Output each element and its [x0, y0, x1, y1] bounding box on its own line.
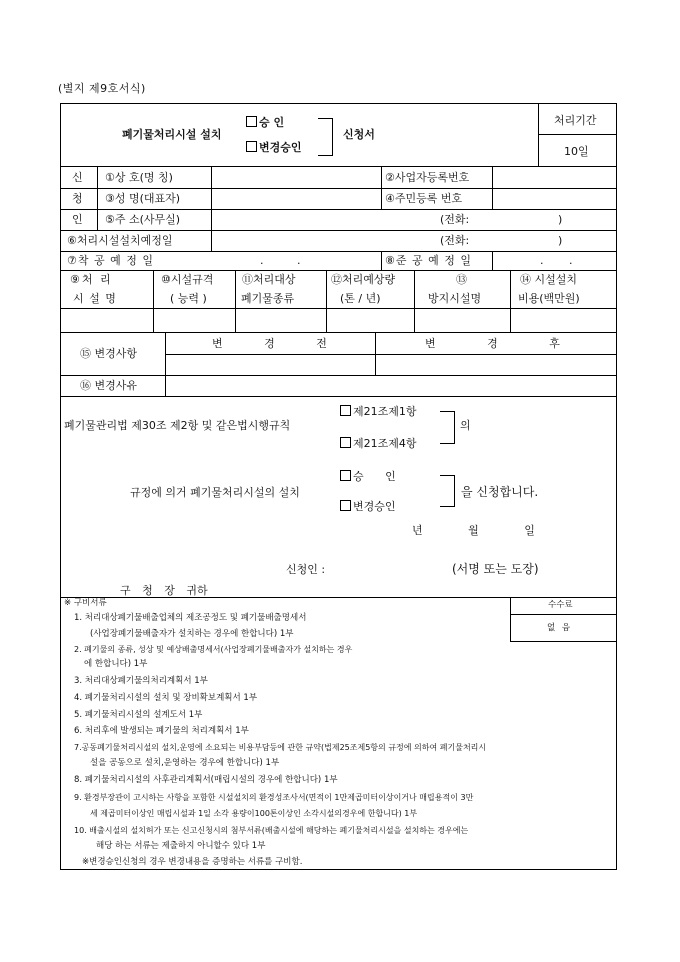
- waste-type-header: ⑪처리대상: [242, 273, 296, 286]
- checkbox-icon[interactable]: [340, 437, 351, 448]
- change-after-field[interactable]: [376, 355, 616, 374]
- facility-row-input[interactable]: [61, 309, 616, 331]
- declaration-option-approval: 승 인: [340, 470, 396, 483]
- document-item: 설을 공동으로 설치,운영하는 경우에 한합니다) 1부: [90, 758, 280, 768]
- document-item: 세 제곱미터이상인 매립시설과 1일 소각 용량이100톤이상인 소각시설의경우에 한합니다) 1부: [90, 809, 418, 818]
- address-field[interactable]: [212, 210, 616, 229]
- checkbox-icon[interactable]: [340, 470, 351, 481]
- checkbox-icon[interactable]: [246, 141, 257, 152]
- declaration-option-change: 변경승인: [340, 500, 396, 513]
- document-item: ※변경승인신청의 경우 변경내용을 증명하는 서류를 구비함.: [82, 857, 303, 867]
- prevention-facility-header: 방지시설명: [428, 292, 482, 305]
- resident-number-label: ④주민등록 번호: [385, 192, 463, 205]
- processing-period-label: 처리기간: [554, 114, 597, 127]
- form-label: (별지 제9호서식): [58, 82, 146, 95]
- document-item: 3. 처리대상폐기물의처리계획서 1부: [74, 676, 208, 686]
- document-item: 2. 폐기물의 종류, 성상 및 예상배출명세서(사업장폐기물배출자가 설치하는 경우: [74, 645, 353, 654]
- change-reason-label: ⑯ 변경사유: [80, 379, 138, 392]
- divider: [510, 614, 617, 615]
- divider: [492, 251, 493, 270]
- divider: [510, 641, 617, 642]
- divider: [538, 134, 617, 135]
- applicant-signature-label: 신청인 :: [286, 563, 326, 576]
- brace-icon: [440, 411, 455, 444]
- install-site-field[interactable]: [212, 231, 616, 250]
- address-label: ⑤주 소(사무실): [105, 213, 181, 226]
- divider: [60, 396, 617, 397]
- divider: [381, 166, 382, 209]
- document-item: 4. 폐기물처리시설의 설치 및 장비확보계획서 1부: [74, 693, 258, 703]
- applicant-side-label: 신: [72, 171, 83, 184]
- divider: [538, 103, 539, 166]
- representative-label: ③성 명(대표자): [105, 192, 181, 205]
- applicant-side-label: 청: [72, 192, 83, 205]
- divider: [97, 166, 98, 230]
- checkbox-icon[interactable]: [340, 500, 351, 511]
- document-item: 6. 처리후에 발생되는 폐기물의 처리계획서 1부: [74, 726, 249, 736]
- document-item: 8. 폐기물처리시설의 사후관리계획서(매립시설의 경우에 한합니다) 1부: [74, 775, 338, 785]
- facility-spec-header: ⑩시설규격: [161, 273, 214, 286]
- divider: [510, 597, 511, 641]
- representative-field[interactable]: [212, 189, 380, 208]
- divider: [60, 332, 617, 333]
- documents-title: ※ 구비서류: [64, 598, 107, 608]
- facility-spec-header: ( 능력 ): [170, 292, 207, 305]
- facility-name-header: ⑨처 리: [70, 273, 113, 286]
- phone-label: (전화:: [440, 234, 470, 247]
- divider: [60, 270, 617, 271]
- change-reason-field[interactable]: [166, 376, 616, 395]
- business-number-field[interactable]: [493, 167, 616, 187]
- document-item: 해당 하는 서류는 제출하지 아니할수 있다 1부: [96, 841, 266, 851]
- brace-icon: [318, 118, 333, 156]
- company-name-label: ①상 호(명 칭): [105, 171, 173, 184]
- completion-date-field[interactable]: . .: [540, 254, 573, 267]
- date-line[interactable]: 년 월 일: [412, 524, 535, 537]
- checkbox-icon[interactable]: [340, 405, 351, 416]
- document-item: 에 한합니다) 1부: [84, 659, 148, 669]
- change-items-label: ⑮ 변경사항: [80, 347, 138, 360]
- prevention-facility-header: ⑬: [456, 273, 467, 286]
- option-change-approval: 변경승인: [246, 141, 302, 154]
- completion-date-label: ⑧준 공 예 정 일: [385, 254, 472, 267]
- document-item: 10. 배출시설의 설치허가 또는 신고신청시의 첨부서류(배출시설에 해당하는 폐기물처리시설을 설치하는 경우에는: [74, 826, 469, 835]
- change-before-field[interactable]: [166, 355, 374, 374]
- start-date-label: ⑦착 공 예 정 일: [67, 254, 154, 267]
- install-cost-header: 비용(백만원): [518, 292, 580, 305]
- start-date-field[interactable]: . .: [260, 254, 301, 267]
- company-name-field[interactable]: [212, 167, 380, 187]
- resident-number-field[interactable]: [493, 189, 616, 208]
- install-site-label: ⑥처리시설설치예정일: [67, 234, 173, 247]
- document-item: 1. 처리대상폐기물배출업체의 제조공정도 및 폐기물배출명세서: [74, 613, 307, 623]
- checkbox-icon[interactable]: [246, 116, 257, 127]
- article-option-2: 제21조제4항: [340, 437, 417, 450]
- document-item: 5. 폐기물처리시설의 설계도서 1부: [74, 710, 203, 720]
- fee-label: 수수료: [548, 600, 573, 610]
- form-title-suffix: 신청서: [343, 128, 375, 141]
- document-item: 7.공동폐기물처리시설의 설치,운영에 소요되는 비용부담등에 관한 규약(법제25조제5항의 규정에 의하여 폐기물처리시: [74, 743, 487, 752]
- divider: [60, 251, 617, 252]
- applicant-side-label: 인: [72, 213, 83, 226]
- change-before-header: 변 경 전: [212, 337, 327, 350]
- apply-text: 을 신청합니다.: [461, 485, 539, 499]
- applicant-signature-field[interactable]: [340, 560, 445, 578]
- signature-hint: (서명 또는 도장): [452, 562, 539, 576]
- processing-period-value: 10일: [564, 145, 589, 158]
- waste-type-header: 폐기물종류: [241, 292, 295, 305]
- divider: [60, 597, 617, 598]
- of-label: 의: [460, 419, 471, 432]
- business-number-label: ②사업자등록번호: [385, 171, 470, 184]
- fee-value: 없 음: [547, 623, 571, 633]
- option-approval: 승 인: [246, 116, 284, 129]
- document-item: (사업장폐기물배출자가 설치하는 경우에 한합니다) 1부: [90, 629, 294, 639]
- expected-volume-header: (톤 / 년): [340, 292, 381, 305]
- addressee: 구 청 장 귀하: [120, 584, 208, 597]
- phone-label: (전화:: [440, 213, 470, 226]
- change-after-header: 변 경 후: [425, 337, 560, 350]
- regulation-text: 규정에 의거 폐기물처리시설의 설치: [130, 486, 300, 499]
- phone-close: ): [558, 213, 563, 226]
- expected-volume-header: ⑫처리예상량: [331, 273, 396, 286]
- law-reference: 폐기물관리법 제30조 제2항 및 같은법시행규칙: [64, 419, 291, 432]
- brace-icon: [440, 475, 455, 507]
- form-title: 폐기물처리시설 설치: [122, 128, 222, 141]
- document-item: 9. 환경부장관이 고시하는 사항을 포함한 시설설치의 환경성조사서(면적이 1만제곱미터이상이거나 매립용적이 3만: [74, 793, 474, 802]
- phone-close: ): [558, 234, 563, 247]
- divider: [381, 251, 382, 270]
- facility-name-header: 시 설 명: [73, 292, 117, 305]
- article-option-1: 제21조제1항: [340, 405, 417, 418]
- install-cost-header: ⑭ 시설설치: [520, 273, 578, 286]
